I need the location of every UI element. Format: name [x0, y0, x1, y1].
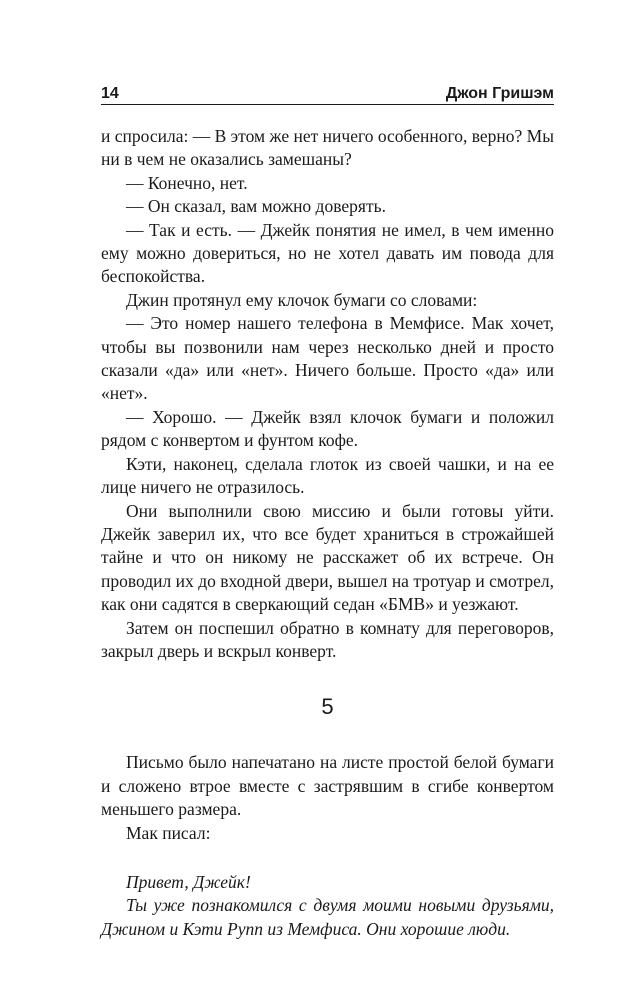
paragraph: Они выполнили свою миссию и были готовы уйти. Джейк заверил их, что все будет храниться в строжайшей тайне и что он никому не расскажет об их встрече. Он проводил их до входной двери, вышел на тротуар и смотрел, как они садятся в сверкающий седан «БМВ» и уезжают. [101, 500, 554, 615]
chapter-number: 5 [321, 694, 334, 720]
letter-salutation: Привет, Джейк! [126, 871, 251, 892]
letter-spacer [101, 845, 554, 871]
paragraph: — Конечно, нет. [126, 172, 248, 193]
page-body [101, 125, 554, 941]
paragraph: Мак писал: [126, 822, 211, 843]
paragraph: Кэти, наконец, сделала глоток из своей чашки, и на ее лице ничего не отразилось. [101, 453, 554, 498]
letter-paragraph: Ты уже познакомился с двумя моими новыми друзьями, Джином и Кэти Рупп из Мемфиса. Они хорошие люди. [101, 895, 554, 939]
paragraph: Письмо было напечатано на листе простой белой бумаги и сложено втрое вместе с застрявшим в сгибе конвертом меньшего размера. [101, 752, 554, 820]
page-number: 14 [101, 85, 119, 102]
running-title: Джон Гришэм [445, 85, 554, 102]
paragraph: — Хорошо. — Джейк взял клочок бумаги и положил рядом с конвертом и фунтом кофе. [101, 406, 554, 451]
paragraph: Джин протянул ему клочок бумаги со словами: [126, 289, 478, 310]
paragraph: — Это номер нашего телефона в Мемфисе. Мак хочет, чтобы вы позвонили нам через несколько дней и просто сказали «да» или «нет». Ничего больше. Просто «да» или «нет». [101, 313, 554, 404]
running-header [101, 84, 554, 105]
paragraph: — Так и есть. — Джейк понятия не имел, в чем именно ему можно довериться, но не хотел давать им повода для беспокойства. [101, 219, 554, 287]
paragraph: — Он сказал, вам можно доверять. [126, 196, 386, 217]
paragraph: Затем он поспешил обратно в комнату для переговоров, закрыл дверь и вскрыл конверт. [101, 617, 554, 661]
paragraph: и спросила: — В этом же нет ничего особенного, верно? Мы ни в чем не оказались замешаны? [101, 126, 554, 170]
